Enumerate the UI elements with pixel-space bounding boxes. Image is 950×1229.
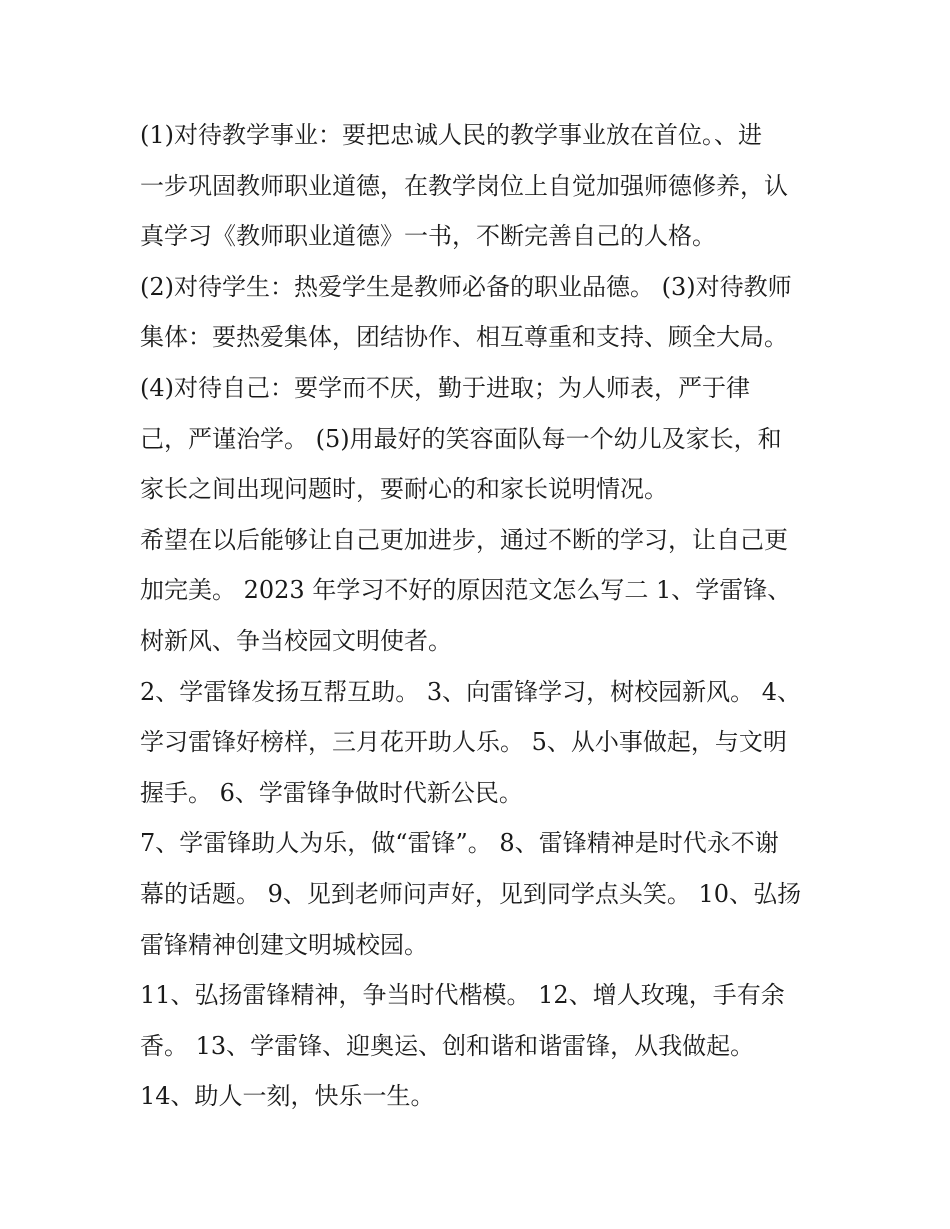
text-line: 雷锋精神创建文明城校园。	[140, 930, 428, 959]
text-line: 握手。 6、学雷锋争做时代新公民。	[140, 778, 523, 807]
text-line: 树新风、争当校园文明使者。	[140, 626, 452, 655]
text-line: 己，严谨治学。 (5)用最好的笑容面队每一个幼儿及家长，和	[140, 424, 782, 453]
text-line: 11、弘扬雷锋精神，争当时代楷模。 12、增人玫瑰，手有余	[140, 981, 785, 1010]
text-line: 集体：要热爱集体，团结协作、相互尊重和支持、顾全大局。	[140, 323, 788, 352]
text-line: 一步巩固教师职业道德，在教学岗位上自觉加强师德修养，认	[140, 171, 788, 200]
text-line: 14、助人一刻，快乐一生。	[140, 1082, 435, 1111]
text-line: 学习雷锋好榜样，三月花开助人乐。 5、从小事做起，与文明	[140, 728, 787, 757]
text-line: (2)对待学生：热爱学生是教师必备的职业品德。 (3)对待教师	[140, 272, 792, 301]
text-line: 7、学雷锋助人为乐，做“雷锋”。 8、雷锋精神是时代永不谢	[140, 829, 779, 858]
text-line: 家长之间出现问题时，要耐心的和家长说明情况。	[140, 475, 668, 504]
text-line: 幕的话题。 9、见到老师问声好，见到同学点头笑。 10、弘扬	[140, 879, 802, 908]
text-line: 香。 13、学雷锋、迎奥运、创和谐和谐雷锋，从我做起。	[140, 1031, 755, 1060]
text-line: 希望在以后能够让自己更加进步，通过不断的学习，让自己更	[140, 525, 788, 554]
text-line: (4)对待自己：要学而不厌，勤于进取；为人师表，严于律	[140, 373, 750, 402]
document-body	[140, 110, 830, 1122]
text-line: (1)对待教学事业：要把忠诚人民的教学事业放在首位。、进	[140, 121, 762, 149]
text-line: 加完美。 2023 年学习不好的原因范文怎么写二 1、学雷锋、	[140, 576, 792, 605]
text-line: 2、学雷锋发扬互帮互助。 3、向雷锋学习，树校园新风。 4、	[140, 677, 802, 706]
text-line: 真学习《教师职业道德》一书，不断完善自己的人格。	[140, 222, 716, 251]
